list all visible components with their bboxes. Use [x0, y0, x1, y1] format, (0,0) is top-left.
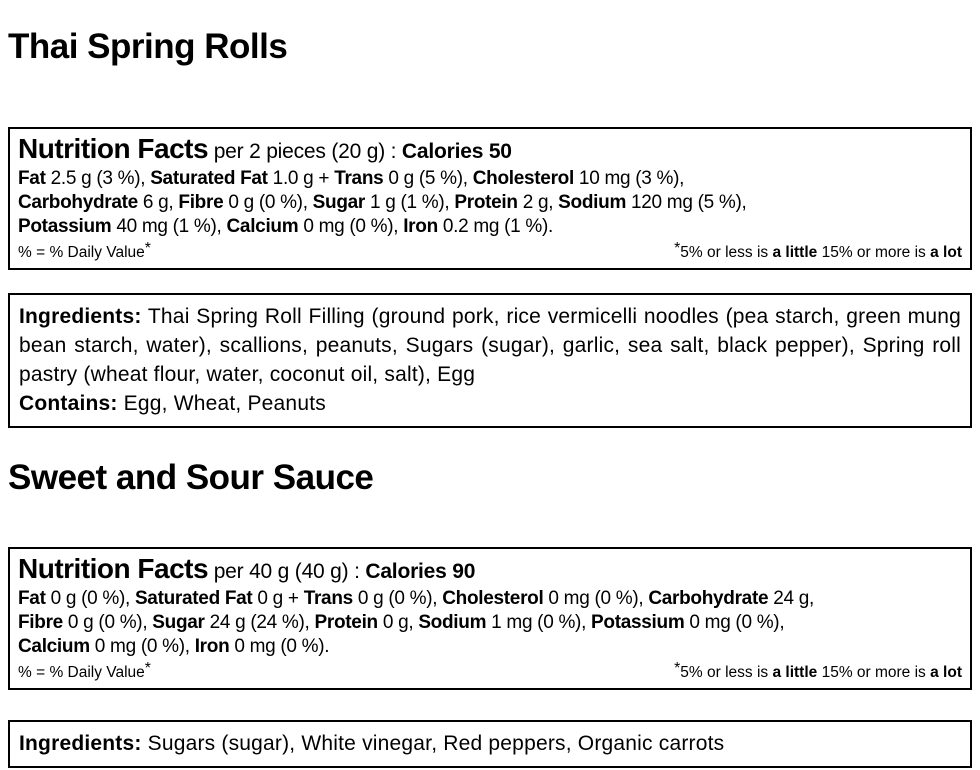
- serving-size-text: per 2 pieces (20 g) :: [208, 140, 402, 164]
- daily-value-footnote-right: *5% or less is a little 15% or more is a lot: [674, 240, 962, 262]
- nutrition-facts-headline: [18, 553, 962, 585]
- nutrition-facts-heading: Nutrition Facts: [18, 552, 209, 584]
- daily-value-footnote-right: *5% or less is a little 15% or more is a lot: [674, 659, 962, 681]
- serving-size-text: per 40 g (40 g) :: [208, 559, 366, 583]
- daily-value-footnote-left: % = % Daily Value*: [18, 240, 151, 262]
- ingredients-box-thai-spring-rolls: Ingredients: Thai Spring Roll Filling (ground pork, rice vermicelli noodles (pea starch, green mung bean starch, water), scallions, peanuts, Sugars (sugar), garlic, sea salt, black pepper), Spring roll pastry (wheat flour, water, coconut oil, salt), Egg Contains: Egg, Wheat, Peanuts: [8, 293, 972, 428]
- nutrition-facts-box-sweet-and-sour-sauce: [8, 547, 972, 690]
- product-title-sweet-and-sour-sauce: Sweet and Sour Sauce: [8, 458, 374, 498]
- nutrition-facts-heading: Nutrition Facts: [18, 133, 209, 165]
- nutrient-list: Fat 0 g (0 %), Saturated Fat 0 g + Trans 0 g (0 %), Cholesterol 0 mg (0 %), Carbohydrate 24 g, Fibre 0 g (0 %), Sugar 24 g (24 %), Protein 0 g, Sodium 1 mg (0 %), Potassium 0 mg (0 %), Calcium 0 mg (0 %), Iron 0 mg (0 %).: [18, 587, 814, 657]
- daily-value-footnote-row: [18, 659, 962, 683]
- calories-value: Calories 50: [401, 140, 512, 164]
- product-title-thai-spring-rolls: Thai Spring Rolls: [8, 27, 288, 66]
- nutrient-list: Fat 2.5 g (3 %), Saturated Fat 1.0 g + Trans 0 g (5 %), Cholesterol 10 mg (3 %), Carbohydrate 6 g, Fibre 0 g (0 %), Sugar 1 g (1 %), Protein 2 g, Sodium 120 mg (5 %), Potassium 40 mg (1 %), Calcium 0 mg (0 %), Iron 0.2 mg (1 %).: [18, 168, 747, 238]
- daily-value-footnote-row: [18, 242, 962, 263]
- nutrition-facts-box-thai-spring-rolls: [8, 127, 972, 270]
- calories-value: Calories 90: [365, 559, 476, 583]
- daily-value-footnote-left: % = % Daily Value*: [18, 659, 151, 681]
- nutrition-facts-headline: [18, 133, 962, 165]
- ingredients-box-sweet-and-sour-sauce: Ingredients: Sugars (sugar), White vinegar, Red peppers, Organic carrots: [8, 720, 972, 768]
